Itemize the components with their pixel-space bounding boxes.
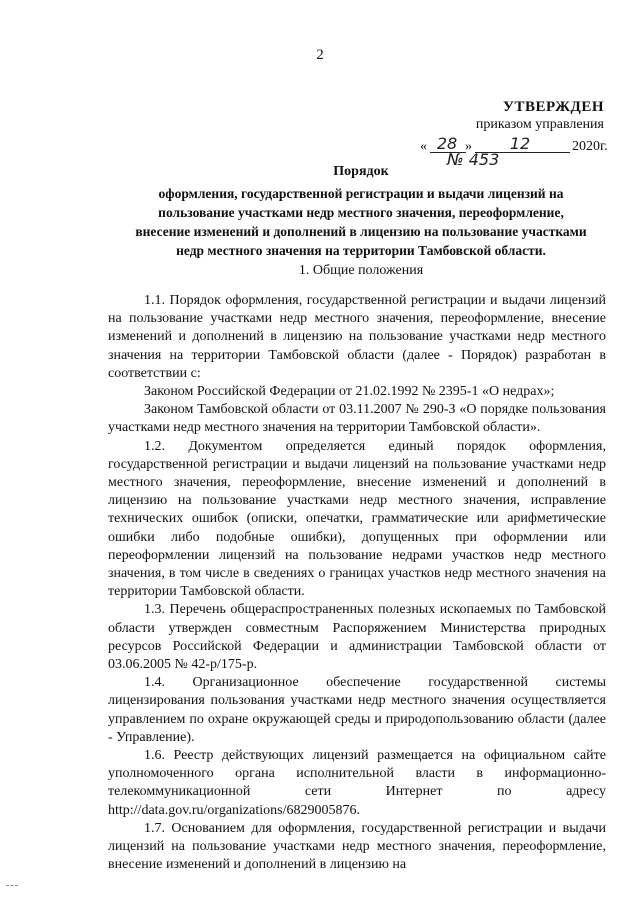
title-line-3: внесение изменений и дополнений в лицензию на пользование участками <box>135 224 587 239</box>
date-close-quote: » <box>465 139 472 154</box>
paragraph-1-3: 1.3. Перечень общераспространенных полезных ископаемых по Тамбовской области утвержден совместным Распоряжением Министерства природных ресурсов Российской Федерации и администрации Тамбовской области от 03.06.2005 № 42-р/175-р. <box>108 602 606 673</box>
date-year: 2020г. <box>572 139 608 154</box>
section-heading: 1. Общие положения <box>298 263 424 278</box>
approval-subline: приказом управления <box>475 117 604 132</box>
date-day-handwritten: 28 <box>436 134 458 153</box>
title-line-1: оформления, государственной регистрации и выдачи лицензий на <box>158 186 564 201</box>
document-body <box>108 292 606 875</box>
paragraph-law-2: Законом Тамбовской области от 03.11.2007 № 290-З «О порядке пользования участками недр местного значения на территории Тамбовской области». <box>108 402 606 436</box>
paragraph-1-4: 1.4. Организационное обеспечение государственной системы лицензирования пользования участками недр местного значения осуществляется управлением по охране окружающей среды и природопользованию области (далее - Управление). <box>108 675 606 745</box>
date-open-quote: « <box>420 139 427 154</box>
document-title: Порядок <box>333 164 389 179</box>
title-line-4: недр местного значения на территории Тамбовской области. <box>176 243 546 258</box>
document-title-block <box>96 162 626 260</box>
approval-heading: УТВЕРЖДЕН <box>503 99 604 115</box>
paragraph-law-1: Законом Российской Федерации от 21.02.1992 № 2395-1 «О недрах»; <box>144 384 555 400</box>
paragraph-1-1: 1.1. Порядок оформления, государственной регистрации и выдачи лицензий на пользование участками недр местного значения, переоформление, внесение изменений и дополнений в лицензию на пользование участками недр местного значения на территории Тамбовской области (далее - Порядок) разработан в соответствии с: <box>108 293 606 381</box>
paragraph-1-2: 1.2. Документом определяется единый порядок оформления, государственной регистрации и выдачи лицензий на пользование участками недр местного значения, переоформление, внесение изменений и дополнений в лицензию на пользование участками недр местного значения, исправление технических ошибок (описки, опечатки, грамматические или арифметические ошибки либо подобные ошибки), допущенных при оформлении или переоформлении лицензий на пользование недрами участков недр местного значения, в том числе в сведениях о границах участков недр местного значения на территории Тамбовской области. <box>108 438 606 600</box>
title-line-2: пользование участками недр местного значения, переоформление, <box>158 205 564 220</box>
paragraph-1-6: 1.6. Реестр действующих лицензий размещается на официальном сайте уполномоченного органа исполнительной власти в информационно-телекоммуникационной сети Интернет по адресу http://data.gov.ru/organizations/6829005876. <box>108 748 606 818</box>
order-number-handwritten: № 453 <box>447 150 500 169</box>
page-number: 2 <box>316 47 324 63</box>
date-month-handwritten: 12 <box>509 134 531 153</box>
approval-stamp <box>384 98 604 134</box>
scan-edge-mark <box>6 885 18 886</box>
paragraph-1-7: 1.7. Основанием для оформления, государственной регистрации и выдачи лицензий на пользование участками недр местного значения, переоформление, внесение изменений и дополнений в лицензию на <box>108 820 606 873</box>
